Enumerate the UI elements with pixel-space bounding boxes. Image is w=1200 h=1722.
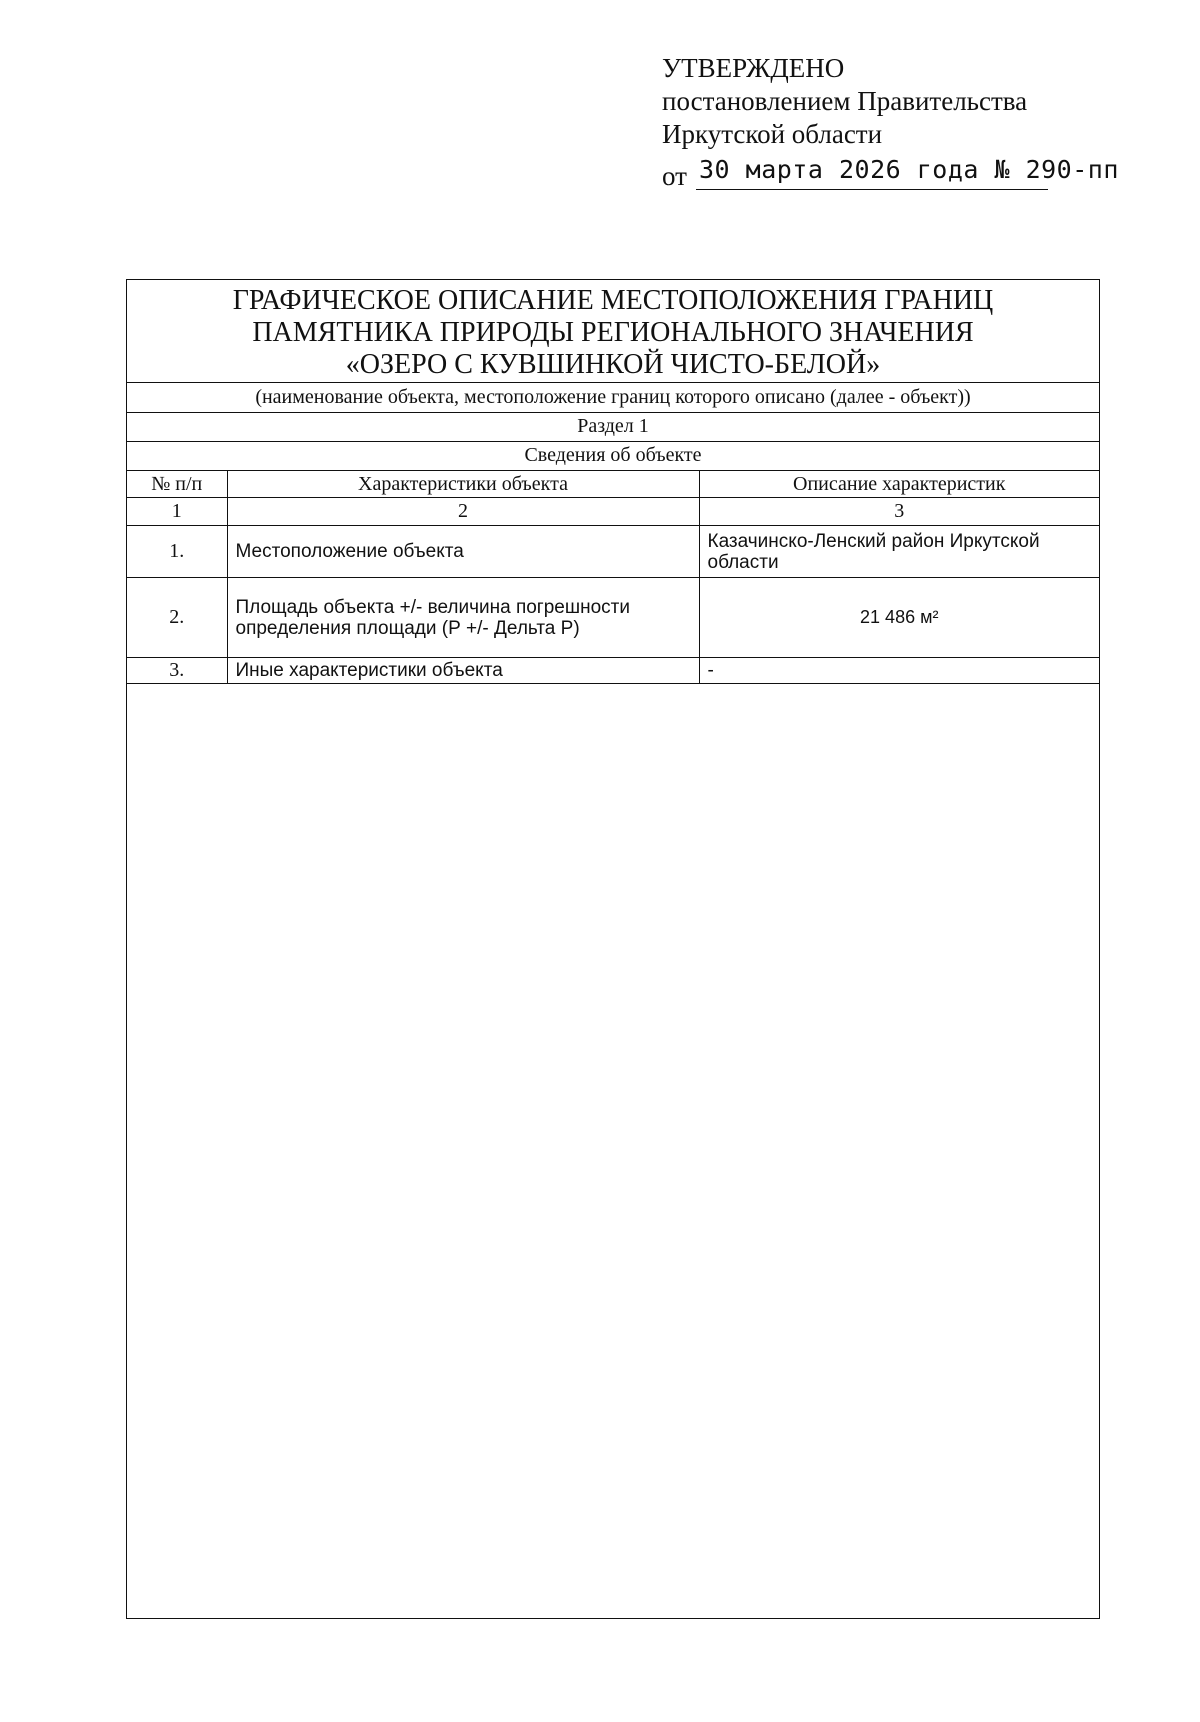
table-row <box>127 526 1099 578</box>
approval-date-line <box>662 151 1119 191</box>
date-underline <box>696 189 1048 190</box>
title-line-3: «ОЗЕРО С КУВШИНКОЙ ЧИСТО-БЕЛОЙ» <box>345 349 881 380</box>
document-title <box>127 280 1099 382</box>
header-characteristic: Характеристики объекта <box>227 471 699 498</box>
title-line-1: ГРАФИЧЕСКОЕ ОПИСАНИЕ МЕСТОПОЛОЖЕНИЯ ГРАНИЦ <box>232 285 994 316</box>
table-row <box>127 578 1099 658</box>
row-description: Казачинско-Ленский район Иркутской области <box>699 526 1099 578</box>
row-characteristic: Иные характеристики объекта <box>227 658 699 684</box>
table-row <box>127 658 1099 684</box>
row-number: 2. <box>127 578 227 658</box>
subsection-heading: Сведения об объекте <box>524 444 702 466</box>
column-number: 1 <box>127 498 227 526</box>
row-characteristic: Площадь объекта +/- величина погрешности определения площади (Р +/- Дельта Р) <box>227 578 699 658</box>
divider <box>127 382 1099 383</box>
approval-date: 30 марта 2026 года № 290-пп <box>699 155 1119 184</box>
divider <box>127 441 1099 442</box>
divider <box>127 412 1099 413</box>
row-description: 21 486 м² <box>699 578 1099 658</box>
approval-block <box>662 52 1119 191</box>
document-frame <box>126 279 1100 1619</box>
header-num: № п/п <box>127 471 227 498</box>
approval-status: УТВЕРЖДЕНО <box>662 53 845 83</box>
approval-ot: от <box>662 161 687 191</box>
column-number: 2 <box>227 498 699 526</box>
table-column-numbers-row <box>127 498 1099 526</box>
header-description: Описание характеристик <box>699 471 1099 498</box>
row-description: - <box>699 658 1099 684</box>
title-line-2: ПАМЯТНИКА ПРИРОДЫ РЕГИОНАЛЬНОГО ЗНАЧЕНИЯ <box>252 317 974 348</box>
row-characteristic: Местоположение объекта <box>227 526 699 578</box>
row-number: 3. <box>127 658 227 684</box>
approval-line-2: Иркутской области <box>662 119 883 149</box>
column-number: 3 <box>699 498 1099 526</box>
approval-line-1: постановлением Правительства <box>662 86 1028 116</box>
object-caption: (наименование объекта, местоположение границ которого описано (далее - объект)) <box>255 386 971 408</box>
section-heading: Раздел 1 <box>577 415 649 437</box>
table-header-row <box>127 471 1099 498</box>
object-info-table <box>127 470 1099 684</box>
row-number: 1. <box>127 526 227 578</box>
